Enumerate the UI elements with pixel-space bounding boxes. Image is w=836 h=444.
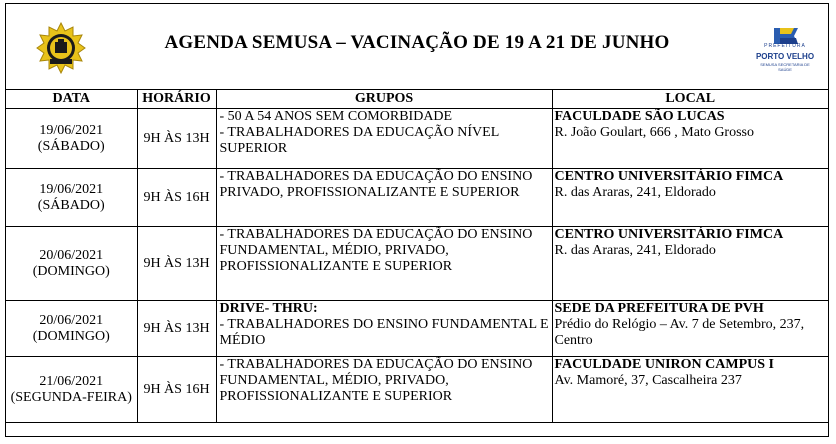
local-name: CENTRO UNIVERSITÁRIO FIMCA <box>554 227 784 242</box>
time-cell: 9H ÀS 13H <box>137 109 216 169</box>
group-item: - TRABALHADORES DO ENSINO FUNDAMENTAL E MÉDIO <box>219 317 549 348</box>
logo-prefeitura-text: PREFEITURA <box>764 43 806 49</box>
date-value: 20/06/2021 <box>39 247 104 263</box>
logo-subtitle: SEMUSA SECRETARIA DE SAÚDE <box>760 62 810 72</box>
local-cell <box>552 357 828 423</box>
date-cell <box>6 169 137 227</box>
groups-cell <box>216 169 552 227</box>
local-cell <box>552 227 828 301</box>
group-item: - TRABALHADORES DA EDUCAÇÃO DO ENSINO PRIVADO, PROFISSIONALIZANTE E SUPERIOR <box>219 169 533 200</box>
local-name: FACULDADE UNIRON CAMPUS I <box>554 357 774 372</box>
column-header-groups: GRUPOS <box>216 90 552 109</box>
group-item: - TRABALHADORES DA EDUCAÇÃO DO ENSINO FUNDAMENTAL, MÉDIO, PRIVADO, PROFISSIONALIZANTE E SUPERIOR <box>219 227 533 274</box>
date-cell <box>6 301 137 357</box>
time-cell: 9H ÀS 16H <box>137 169 216 227</box>
date-value: 19/06/2021 <box>39 181 104 197</box>
weekday-value: (SÁBADO) <box>37 197 105 213</box>
group-item: - TRABALHADORES DA EDUCAÇÃO DO ENSINO FUNDAMENTAL, MÉDIO, PRIVADO, PROFISSIONALIZANTE E SUPERIOR <box>219 357 533 404</box>
groups-cell <box>216 227 552 301</box>
vaccination-schedule-table <box>6 90 828 423</box>
weekday-value: (DOMINGO) <box>32 263 110 279</box>
date-value: 20/06/2021 <box>39 312 104 328</box>
date-value: 19/06/2021 <box>39 122 104 138</box>
table-row <box>6 357 828 423</box>
time-cell: 9H ÀS 13H <box>137 227 216 301</box>
porto-velho-logo <box>754 26 816 74</box>
local-cell <box>552 301 828 357</box>
document-header <box>6 4 828 90</box>
time-cell: 9H ÀS 13H <box>137 301 216 357</box>
weekday-value: (SÁBADO) <box>37 138 105 154</box>
local-address: R. João Goulart, 666 , Mato Grosso <box>554 125 754 140</box>
local-cell <box>552 109 828 169</box>
column-header-local: LOCAL <box>552 90 828 109</box>
local-address: R. das Araras, 241, Eldorado <box>554 185 716 200</box>
local-address: R. das Araras, 241, Eldorado <box>554 243 716 258</box>
page-title: AGENDA SEMUSA – VACINAÇÃO DE 19 A 21 DE JUNHO <box>164 32 670 53</box>
groups-cell <box>216 301 552 357</box>
table-row <box>6 227 828 301</box>
local-cell <box>552 169 828 227</box>
date-cell <box>6 227 137 301</box>
group-item: - 50 A 54 ANOS SEM COMORBIDADE <box>219 109 453 124</box>
date-value: 21/06/2021 <box>39 373 104 389</box>
local-name: SEDE DA PREFEITURA DE PVH <box>554 301 764 316</box>
local-name: FACULDADE SÃO LUCAS <box>554 109 725 124</box>
groups-cell <box>216 357 552 423</box>
group-item: - TRABALHADORES DA EDUCAÇÃO NÍVEL SUPERIOR <box>219 125 499 156</box>
local-address: Av. Mamoré, 37, Cascalheira 237 <box>554 373 742 388</box>
weekday-value: (SEGUNDA-FEIRA) <box>10 389 132 405</box>
groups-cell <box>216 109 552 169</box>
table-row <box>6 169 828 227</box>
table-row <box>6 301 828 357</box>
logo-city-name: PORTO VELHO <box>755 52 815 61</box>
local-address: Prédio do Relógio – Av. 7 de Setembro, 237, Centro <box>554 317 805 348</box>
table-row <box>6 109 828 169</box>
weekday-value: (DOMINGO) <box>32 328 110 344</box>
table-header-row <box>6 90 828 109</box>
drive-thru-heading: DRIVE- THRU: <box>219 301 318 316</box>
local-name: CENTRO UNIVERSITÁRIO FIMCA <box>554 169 784 184</box>
time-cell: 9H ÀS 16H <box>137 357 216 423</box>
date-cell <box>6 109 137 169</box>
column-header-time: HORÁRIO <box>137 90 216 109</box>
date-cell <box>6 357 137 423</box>
column-header-date: DATA <box>6 90 137 109</box>
schedule-document <box>5 3 829 437</box>
